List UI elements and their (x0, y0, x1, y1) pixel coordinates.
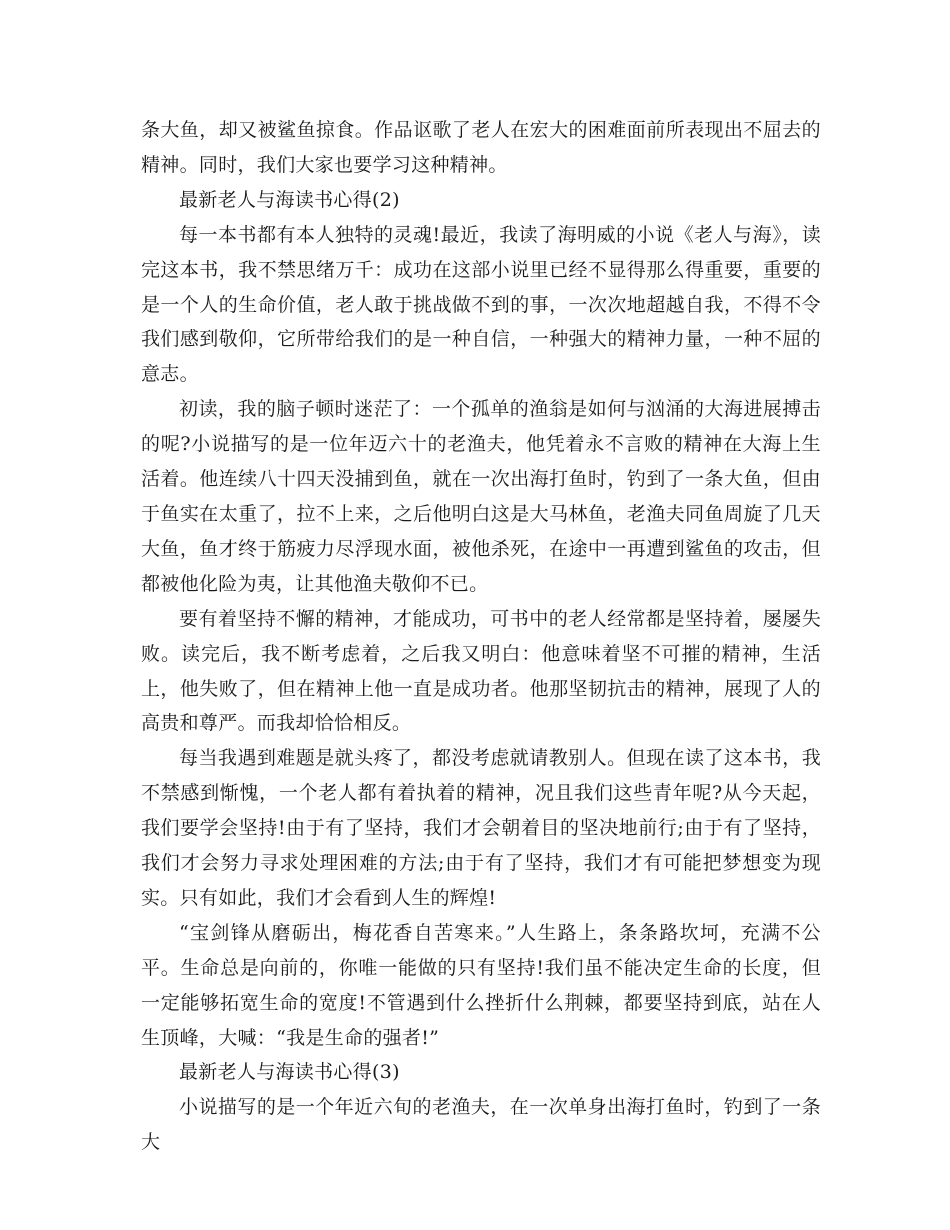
document-body (141, 113, 821, 1160)
paragraph: 要有着坚持不懈的精神，才能成功，可书中的老人经常都是坚持着，屡屡失败。读完后，我不断考虑着，之后我又明白：他意味着坚不可摧的精神，生活上，他失败了，但在精神上他一直是成功者。他那坚韧抗击的精神，展现了人的高贵和尊严。而我却恰恰相反。 (141, 607, 821, 735)
paragraph: 每当我遇到难题是就头疼了，都没考虑就请教别人。但现在读了这本书，我不禁感到惭愧，一个老人都有着执着的精神，况且我们这些青年呢?从今天起，我们要学会坚持!由于有了坚持，我们才会朝着目的坚决地前行;由于有了坚持，我们才会努力寻求处理困难的方法;由于有了坚持，我们才有可能把梦想变为现实。只有如此，我们才会看到人生的辉煌! (141, 747, 821, 909)
paragraph-continuation: 条大鱼，却又被鲨鱼掠食。作品讴歌了老人在宏大的困难面前所表现出不屈去的精神。同时，我们大家也要学习这种精神。 (141, 119, 821, 176)
paragraph: “宝剑锋从磨砺出，梅花香自苦寒来。”人生路上，条条路坎坷，充满不公平。生命总是向前的，你唯一能做的只有坚持!我们虽不能决定生命的长度，但一定能够拓宽生命的宽度!不管遇到什么挫折什么荆棘，都要坚持到底，站在人生顶峰，大喊：“我是生命的强者!” (141, 921, 821, 1049)
paragraph: 初读，我的脑子顿时迷茫了：一个孤单的渔翁是如何与汹涌的大海进展搏击的呢?小说描写的是一位年迈六十的老渔夫，他凭着永不言败的精神在大海上生活着。他连续八十四天没捕到鱼，就在一次出海打鱼时，钓到了一条大鱼，但由于鱼实在太重了，拉不上来，之后他明白这是大马林鱼，老渔夫同鱼周旋了几天大鱼，鱼才终于筋疲力尽浮现水面，被他杀死，在途中一再遭到鲨鱼的攻击，但都被他化险为夷，让其他渔夫敬仰不已。 (141, 398, 821, 595)
paragraph: 每一本书都有本人独特的灵魂!最近，我读了海明威的小说《老人与海》，读完这本书，我不禁思绪万千：成功在这部小说里已经不显得那么得重要，重要的是一个人的生命价值，老人敢于挑战做不到的事，一次次地超越自我，不得不令我们感到敬仰，它所带给我们的是一种自信，一种强大的精神力量，一种不屈的意志。 (141, 223, 821, 386)
paragraph: 小说描写的是一个年近六旬的老渔夫，在一次单身出海打鱼时，钓到了一条大 (141, 1096, 821, 1154)
section-heading-3: 最新老人与海读书心得(3) (179, 1061, 400, 1084)
section-heading-2: 最新老人与海读书心得(2) (179, 188, 400, 211)
